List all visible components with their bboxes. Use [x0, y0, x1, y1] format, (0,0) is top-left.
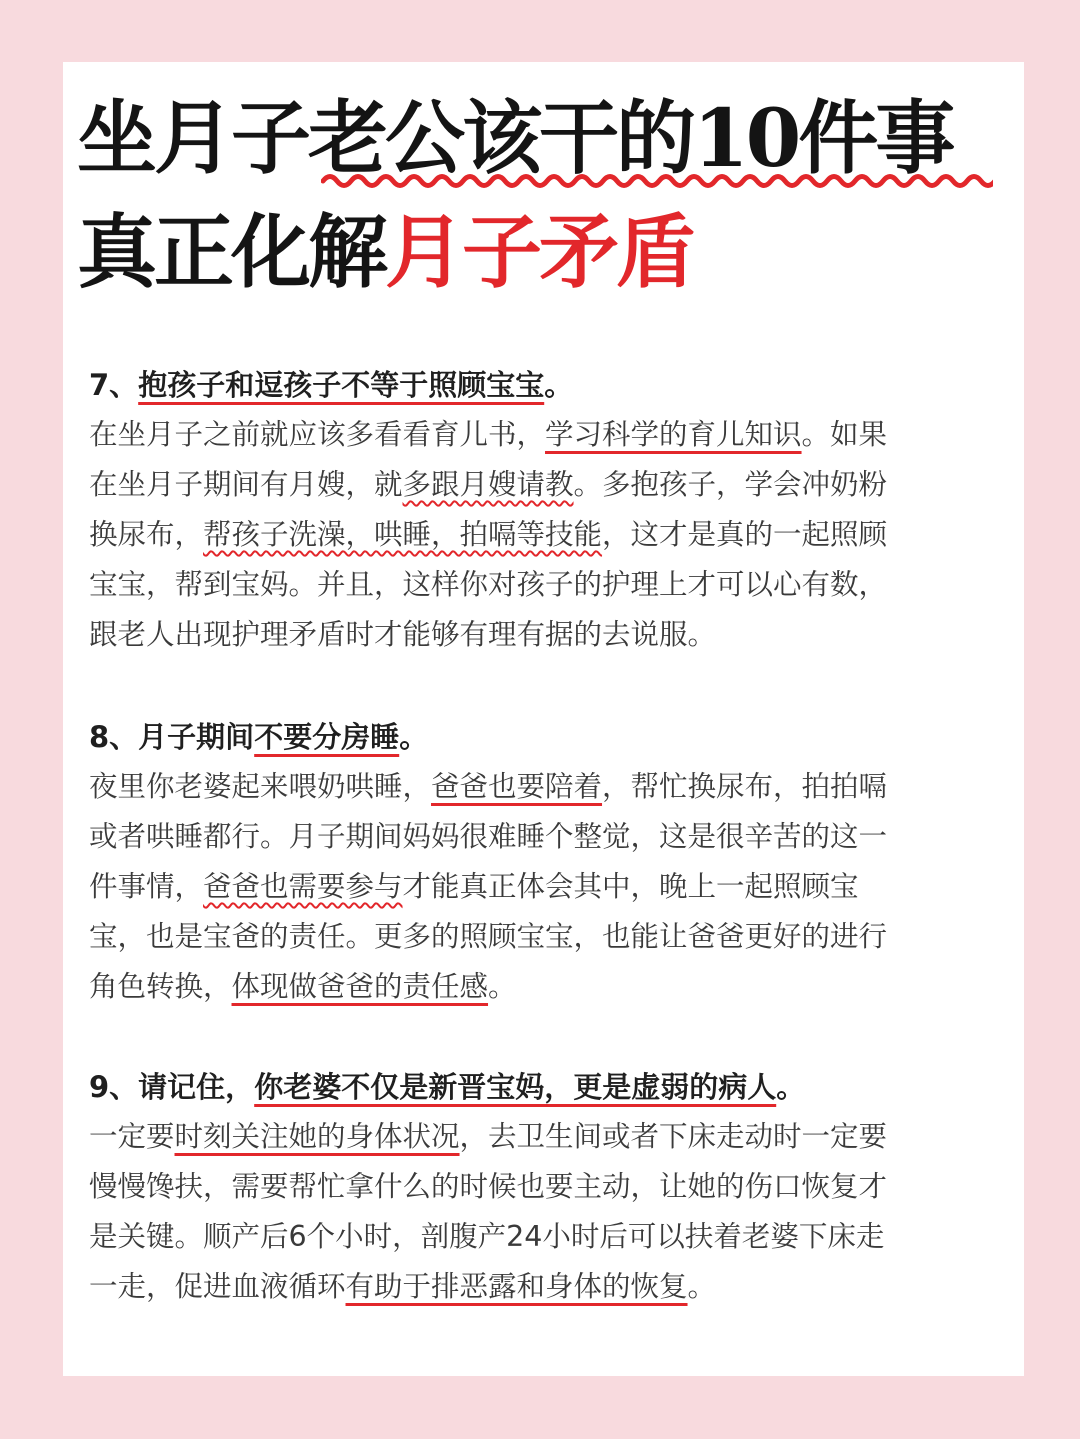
section-7-line-5: 跟老人出现护理矛盾时才能够有理有据的去说服。: [89, 618, 717, 651]
highlight-span: 时刻关注她的身体状况: [174, 1120, 460, 1153]
text-span: 件事情，: [89, 870, 204, 903]
text-span: 夜里你老婆起来喂奶哄睡，: [89, 770, 432, 803]
section-8-line-2: 或者哄睡都行。月子期间妈妈很难睡个整觉，这是很辛苦的这一: [89, 820, 888, 853]
title-line-1: 坐月子老公该干的10件事: [77, 91, 953, 185]
text-span: 换尿布，: [89, 518, 204, 551]
section-7-heading: [89, 360, 999, 410]
section-9-line-3: 是关键。顺产后6个小时，剖腹产24小时后可以扶着老婆下床走: [89, 1220, 885, 1253]
text-span: ，这才是真的一起照顾: [602, 518, 888, 551]
highlight-span: 爸爸也需要参与: [203, 870, 403, 903]
text-span: 一定要: [89, 1120, 175, 1153]
title-line-2-black: 真正化解: [77, 205, 385, 299]
section-7-line-2: [89, 460, 999, 510]
section-7: [89, 360, 999, 660]
text-span: 角色转换，: [89, 970, 232, 1003]
text-span: 。: [488, 970, 517, 1003]
text-span: 一走，促进血液循环: [89, 1270, 346, 1303]
text-span: 才能真正体会其中，晚上一起照顾宝: [402, 870, 859, 903]
text-span: 。如果: [801, 418, 888, 451]
section-9: [89, 1062, 999, 1312]
section-7-heading-end: 。: [544, 368, 574, 402]
section-9-line-4: [89, 1262, 999, 1312]
highlight-span: 学习科学的育儿知识: [545, 418, 802, 451]
section-8: [89, 712, 999, 1012]
text-span: 在坐月子期间有月嫂，就: [89, 468, 403, 501]
highlight-span: 你老婆不仅是新晋宝妈，更是虚弱的病人: [254, 1070, 777, 1104]
text-span: 。: [687, 1270, 717, 1303]
section-9-line-2: 慢慢馋扶，需要帮忙拿什么的时候也要主动，让她的伤口恢复才: [89, 1170, 888, 1203]
section-8-line-5: [89, 962, 999, 1012]
section-8-heading: [89, 712, 999, 762]
section-7-heading-text: 抱孩子和逗孩子不等于照顾宝宝: [138, 368, 545, 402]
highlight-span: 有助于排恶露和身体的恢复: [345, 1270, 688, 1303]
title-line-2: [77, 202, 693, 302]
text-span: 9、请记住，: [89, 1070, 255, 1104]
section-7-line-3: [89, 510, 999, 560]
text-span: ，帮忙换尿布，拍拍嗝: [602, 770, 888, 803]
text-span: 。: [399, 720, 429, 754]
section-9-line-1: [89, 1112, 999, 1162]
article-card: [63, 62, 1024, 1376]
title-wavy-underline: [321, 164, 993, 198]
highlight-span: 多跟月嫂请教: [402, 468, 574, 501]
title-line-2-red: 月子矛盾: [385, 205, 693, 299]
section-7-number: 7、: [89, 368, 139, 402]
highlight-span: 爸爸也要陪着: [431, 770, 603, 803]
text-span: 8、月子期间: [89, 720, 255, 754]
text-span: ，去卫生间或者下床走动时一定要: [459, 1120, 888, 1153]
text-span: 在坐月子之前就应该多看看育儿书，: [89, 418, 546, 451]
section-7-line-4: 宝宝，帮到宝妈。并且，这样你对孩子的护理上才可以心有数，: [89, 568, 888, 601]
section-9-heading: [89, 1062, 999, 1112]
text-span: 。多抱孩子，学会冲奶粉: [573, 468, 888, 501]
highlight-span: 体现做爸爸的责任感: [231, 970, 489, 1003]
section-8-line-4: 宝，也是宝爸的责任。更多的照顾宝宝，也能让爸爸更好的进行: [89, 920, 888, 953]
section-8-line-3: [89, 862, 999, 912]
section-8-line-1: [89, 762, 999, 812]
section-7-line-1: [89, 410, 999, 460]
highlight-span: 不要分房睡: [254, 720, 400, 754]
highlight-span: 帮孩子洗澡，哄睡，拍嗝等技能: [203, 518, 603, 551]
text-span: 。: [776, 1070, 806, 1104]
